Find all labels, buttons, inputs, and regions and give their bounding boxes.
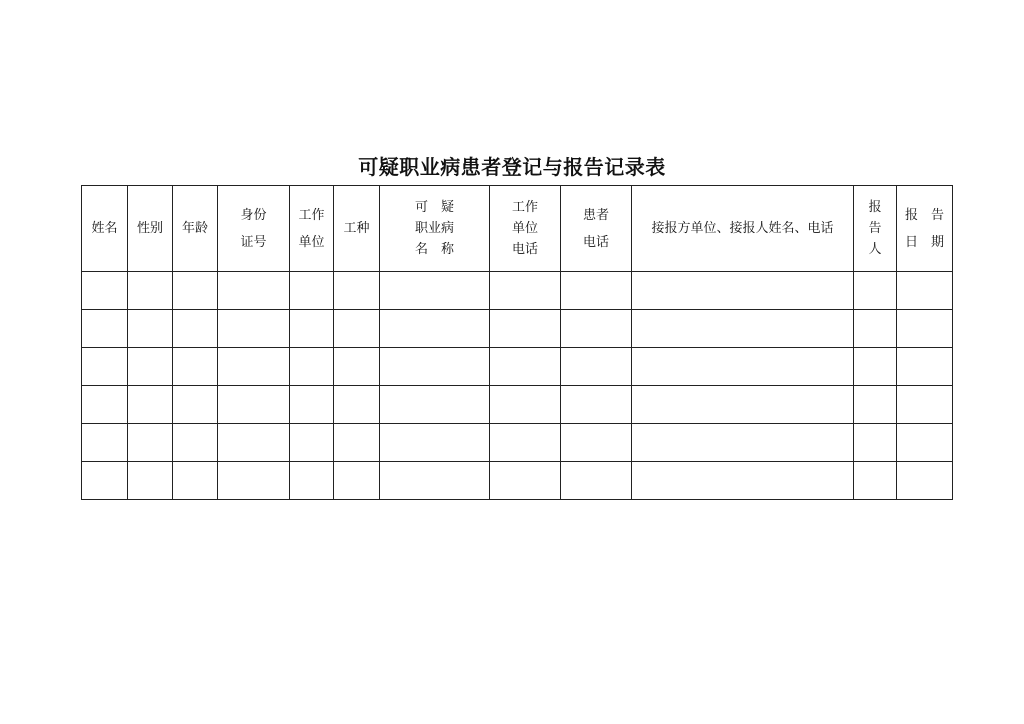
table-cell-id-number[interactable] <box>218 310 290 348</box>
table-cell-suspected-disease[interactable] <box>380 310 490 348</box>
table-cell-job-type[interactable] <box>334 386 380 424</box>
table-cell-receiver-info[interactable] <box>632 272 854 310</box>
column-header-receiver-info <box>632 186 854 272</box>
table-cell-reporter[interactable] <box>854 272 897 310</box>
table-cell-receiver-info[interactable] <box>632 348 854 386</box>
column-header-reporter <box>854 186 897 272</box>
table-row <box>82 386 953 424</box>
column-header-name-line: 姓名 <box>91 221 118 236</box>
table-cell-work-unit[interactable] <box>290 424 334 462</box>
table-cell-suspected-disease[interactable] <box>380 272 490 310</box>
table-cell-work-unit-phone[interactable] <box>490 348 561 386</box>
table-cell-age[interactable] <box>173 462 218 500</box>
column-header-age-line: 年龄 <box>181 221 208 236</box>
table-cell-sex[interactable] <box>128 310 173 348</box>
table-cell-receiver-info[interactable] <box>632 462 854 500</box>
column-header-work-unit-phone-line: 电话 <box>511 242 538 257</box>
table-cell-sex[interactable] <box>128 348 173 386</box>
column-header-suspected-disease-line: 名 称 <box>414 242 454 257</box>
column-header-job-type-line: 工种 <box>343 221 370 236</box>
column-header-age <box>173 186 218 272</box>
table-cell-reporter[interactable] <box>854 310 897 348</box>
table-cell-id-number[interactable] <box>218 462 290 500</box>
table-cell-work-unit-phone[interactable] <box>490 272 561 310</box>
column-header-name <box>82 186 128 272</box>
table-cell-id-number[interactable] <box>218 348 290 386</box>
document-title: 可疑职业病患者登记与报告记录表 <box>358 155 666 179</box>
table-cell-id-number[interactable] <box>218 272 290 310</box>
table-cell-work-unit[interactable] <box>290 348 334 386</box>
column-header-patient-phone <box>561 186 632 272</box>
table-cell-sex[interactable] <box>128 462 173 500</box>
record-table <box>81 185 953 500</box>
table-cell-work-unit[interactable] <box>290 272 334 310</box>
table-row <box>82 272 953 310</box>
column-header-report-date-line: 报 告 <box>904 207 944 223</box>
table-cell-work-unit[interactable] <box>290 310 334 348</box>
table-cell-patient-phone[interactable] <box>561 348 632 386</box>
table-cell-id-number[interactable] <box>218 424 290 462</box>
table-cell-work-unit[interactable] <box>290 462 334 500</box>
table-cell-suspected-disease[interactable] <box>380 462 490 500</box>
table-cell-job-type[interactable] <box>334 310 380 348</box>
column-header-report-date <box>897 186 953 272</box>
column-header-report-date-line: 日 期 <box>904 234 944 250</box>
table-cell-patient-phone[interactable] <box>561 386 632 424</box>
table-cell-name[interactable] <box>82 310 128 348</box>
table-cell-report-date[interactable] <box>897 310 953 348</box>
table-cell-suspected-disease[interactable] <box>380 348 490 386</box>
column-header-reporter-line: 报 <box>868 200 882 215</box>
column-header-reporter-line: 告 <box>868 221 882 236</box>
table-cell-job-type[interactable] <box>334 462 380 500</box>
column-header-sex <box>128 186 173 272</box>
table-cell-job-type[interactable] <box>334 272 380 310</box>
header-row <box>82 186 953 272</box>
table-row <box>82 310 953 348</box>
table-cell-suspected-disease[interactable] <box>380 386 490 424</box>
column-header-work-unit-line: 单位 <box>298 234 325 250</box>
column-header-receiver-info-line: 接报方单位、接报人姓名、电话 <box>651 221 834 236</box>
table-cell-work-unit-phone[interactable] <box>490 462 561 500</box>
table-body <box>82 272 953 500</box>
table-cell-reporter[interactable] <box>854 386 897 424</box>
table-cell-sex[interactable] <box>128 272 173 310</box>
table-row <box>82 348 953 386</box>
table-cell-reporter[interactable] <box>854 462 897 500</box>
column-header-reporter-line: 人 <box>868 242 882 257</box>
table-cell-report-date[interactable] <box>897 348 953 386</box>
column-header-patient-phone-line: 患者 <box>582 207 609 223</box>
column-header-work-unit <box>290 186 334 272</box>
table-row <box>82 462 953 500</box>
table-cell-name[interactable] <box>82 272 128 310</box>
table-cell-report-date[interactable] <box>897 462 953 500</box>
table-cell-age[interactable] <box>173 424 218 462</box>
table-cell-job-type[interactable] <box>334 424 380 462</box>
column-header-work-unit-phone-line: 工作 <box>511 200 538 215</box>
table-cell-job-type[interactable] <box>334 348 380 386</box>
column-header-suspected-disease-line: 职业病 <box>414 221 454 236</box>
table-cell-receiver-info[interactable] <box>632 310 854 348</box>
table-cell-report-date[interactable] <box>897 424 953 462</box>
table-cell-sex[interactable] <box>128 424 173 462</box>
table-cell-report-date[interactable] <box>897 386 953 424</box>
column-header-id-number <box>218 186 290 272</box>
column-header-sex-line: 性别 <box>136 221 163 236</box>
table-cell-age[interactable] <box>173 272 218 310</box>
table-cell-age[interactable] <box>173 386 218 424</box>
table-cell-age[interactable] <box>173 348 218 386</box>
table-row <box>82 424 953 462</box>
table-cell-reporter[interactable] <box>854 424 897 462</box>
table-cell-name[interactable] <box>82 348 128 386</box>
table-cell-work-unit-phone[interactable] <box>490 386 561 424</box>
column-header-patient-phone-line: 电话 <box>582 234 609 250</box>
table-cell-receiver-info[interactable] <box>632 424 854 462</box>
table-cell-age[interactable] <box>173 310 218 348</box>
column-header-suspected-disease-line: 可 疑 <box>414 200 454 215</box>
table-cell-work-unit[interactable] <box>290 386 334 424</box>
table-cell-suspected-disease[interactable] <box>380 424 490 462</box>
table-cell-receiver-info[interactable] <box>632 386 854 424</box>
table-cell-patient-phone[interactable] <box>561 462 632 500</box>
column-header-id-number-line: 身份 <box>240 207 267 223</box>
table-cell-reporter[interactable] <box>854 348 897 386</box>
column-header-suspected-disease <box>380 186 490 272</box>
column-header-work-unit-phone <box>490 186 561 272</box>
table-cell-work-unit-phone[interactable] <box>490 310 561 348</box>
table-cell-report-date[interactable] <box>897 272 953 310</box>
table-cell-sex[interactable] <box>128 386 173 424</box>
table-cell-patient-phone[interactable] <box>561 424 632 462</box>
table-cell-patient-phone[interactable] <box>561 272 632 310</box>
column-header-work-unit-line: 工作 <box>298 207 325 223</box>
table-cell-id-number[interactable] <box>218 386 290 424</box>
table-cell-name[interactable] <box>82 386 128 424</box>
column-header-id-number-line: 证号 <box>240 234 267 250</box>
table-cell-name[interactable] <box>82 424 128 462</box>
table-cell-name[interactable] <box>82 462 128 500</box>
table-cell-work-unit-phone[interactable] <box>490 424 561 462</box>
column-header-work-unit-phone-line: 单位 <box>511 221 538 236</box>
column-header-job-type <box>334 186 380 272</box>
table-cell-patient-phone[interactable] <box>561 310 632 348</box>
